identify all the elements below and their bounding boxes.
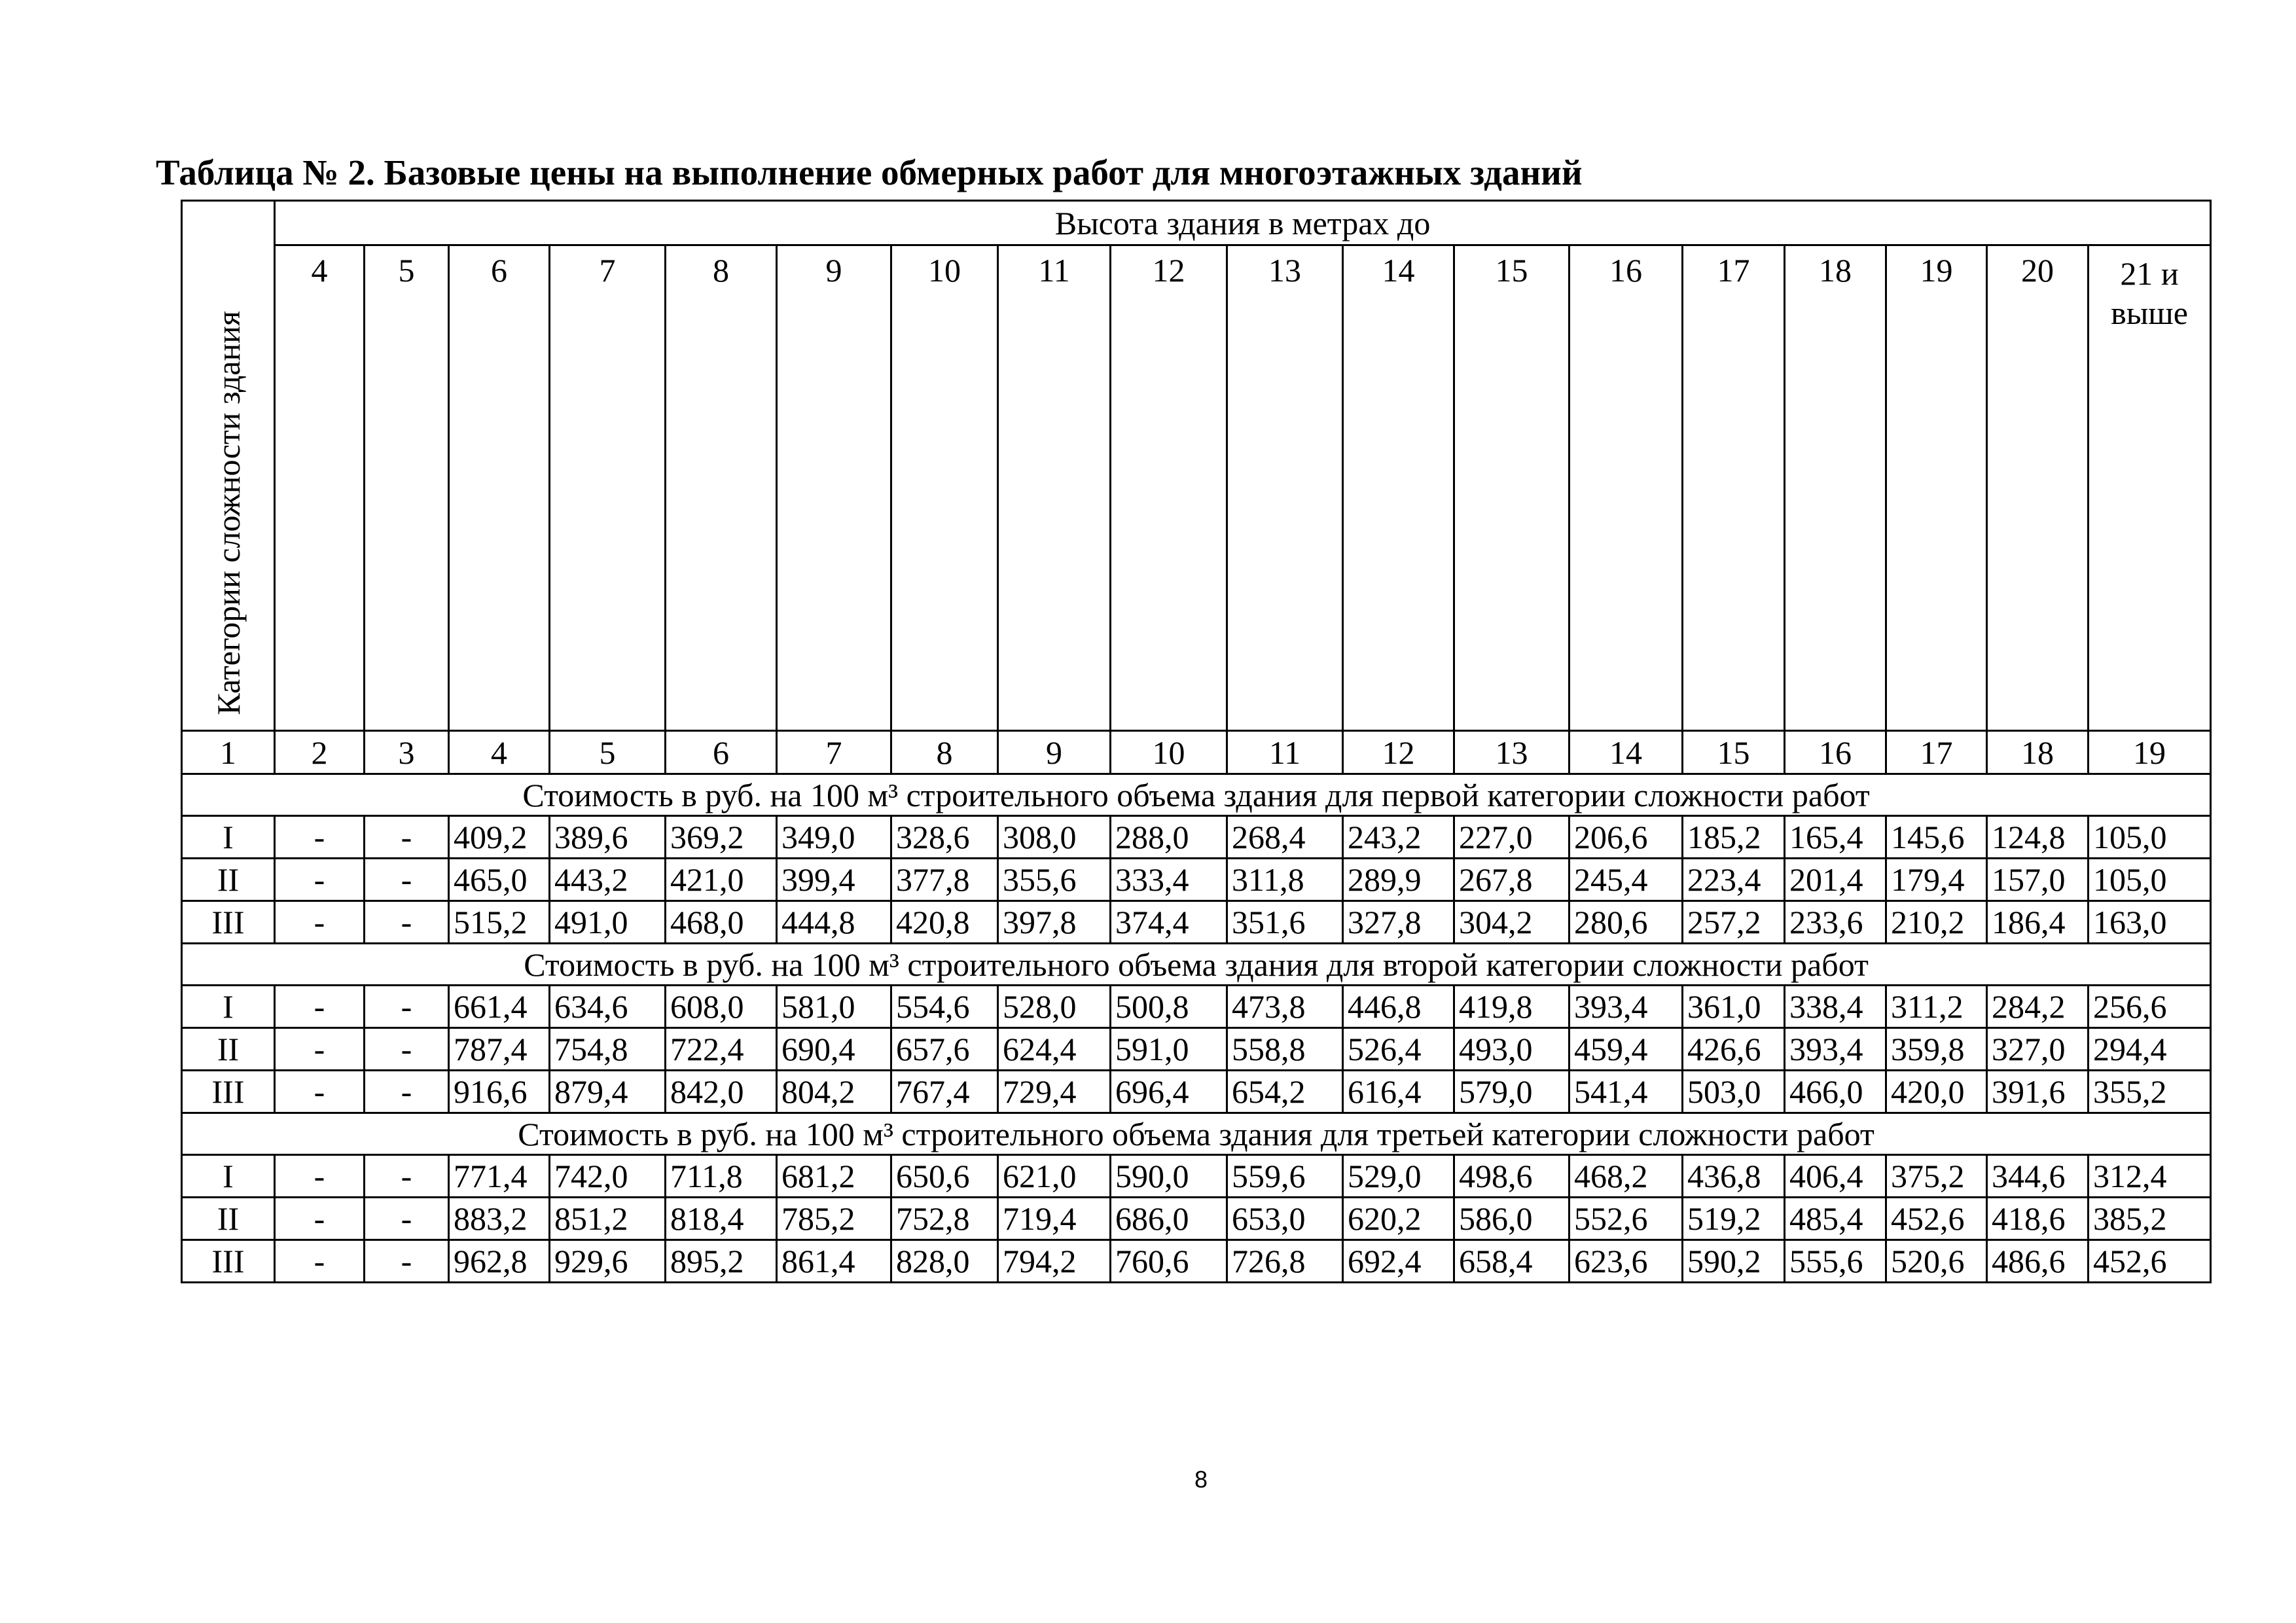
price-cell: 163,0	[2089, 901, 2211, 944]
price-cell: 690,4	[777, 1028, 891, 1071]
empty-price-cell: -	[365, 1155, 449, 1198]
price-cell: 590,2	[1683, 1240, 1785, 1283]
price-cell: 355,2	[2089, 1071, 2211, 1113]
price-cell: 355,6	[998, 859, 1111, 901]
price-cell: 304,2	[1454, 901, 1570, 944]
section-title: Стоимость в руб. на 100 м³ строительного объема здания для второй категории сложности работ	[182, 944, 2211, 986]
column-number: 3	[365, 731, 449, 774]
price-cell: 257,2	[1683, 901, 1785, 944]
price-cell: 528,0	[998, 986, 1111, 1028]
price-cell: 294,4	[2089, 1028, 2211, 1071]
price-cell: 586,0	[1454, 1198, 1570, 1240]
category-header-label: Категории сложности здания	[209, 311, 247, 715]
price-cell: 692,4	[1343, 1240, 1454, 1283]
empty-price-cell: -	[365, 986, 449, 1028]
height-value: 8	[666, 245, 777, 731]
header-row	[182, 201, 2211, 245]
price-cell: 851,2	[550, 1198, 666, 1240]
price-cell: 465,0	[449, 859, 550, 901]
price-cell: 929,6	[550, 1240, 666, 1283]
height-value: 19	[1886, 245, 1987, 731]
price-cell: 787,4	[449, 1028, 550, 1071]
column-number: 17	[1886, 731, 1987, 774]
empty-price-cell: -	[275, 901, 365, 944]
price-cell: 879,4	[550, 1071, 666, 1113]
price-cell: 393,4	[1785, 1028, 1886, 1071]
column-number: 10	[1111, 731, 1227, 774]
column-number: 14	[1570, 731, 1683, 774]
price-cell: 559,6	[1227, 1155, 1343, 1198]
price-cell: 661,4	[449, 986, 550, 1028]
price-cell: 393,4	[1570, 986, 1683, 1028]
column-number: 7	[777, 731, 891, 774]
price-cell: 436,8	[1683, 1155, 1785, 1198]
price-cell: 519,2	[1683, 1198, 1785, 1240]
price-cell: 771,4	[449, 1155, 550, 1198]
price-cell: 145,6	[1886, 816, 1987, 859]
table-row	[182, 1240, 2211, 1283]
empty-price-cell: -	[365, 859, 449, 901]
height-value: 17	[1683, 245, 1785, 731]
category-cell: I	[182, 986, 275, 1028]
price-cell: 446,8	[1343, 986, 1454, 1028]
price-cell: 210,2	[1886, 901, 1987, 944]
column-number: 9	[998, 731, 1111, 774]
price-cell: 486,6	[1987, 1240, 2089, 1283]
price-cell: 657,6	[891, 1028, 998, 1071]
price-cell: 861,4	[777, 1240, 891, 1283]
page-number: 8	[1194, 1466, 1208, 1493]
price-cell: 406,4	[1785, 1155, 1886, 1198]
price-cell: 338,4	[1785, 986, 1886, 1028]
price-cell: 124,8	[1987, 816, 2089, 859]
empty-price-cell: -	[365, 816, 449, 859]
price-cell: 185,2	[1683, 816, 1785, 859]
price-cell: 590,0	[1111, 1155, 1227, 1198]
price-cell: 842,0	[666, 1071, 777, 1113]
column-number: 6	[666, 731, 777, 774]
price-cell: 579,0	[1454, 1071, 1570, 1113]
price-cell: 473,8	[1227, 986, 1343, 1028]
category-cell: I	[182, 1155, 275, 1198]
height-value: 10	[891, 245, 998, 731]
price-cell: 804,2	[777, 1071, 891, 1113]
price-cell: 696,4	[1111, 1071, 1227, 1113]
price-table	[181, 200, 2212, 1283]
column-number: 1	[182, 731, 275, 774]
price-cell: 418,6	[1987, 1198, 2089, 1240]
price-cell: 555,6	[1785, 1240, 1886, 1283]
price-cell: 245,4	[1570, 859, 1683, 901]
price-cell: 726,8	[1227, 1240, 1343, 1283]
price-cell: 349,0	[777, 816, 891, 859]
price-cell: 459,4	[1570, 1028, 1683, 1071]
table-row	[182, 1071, 2211, 1113]
price-cell: 421,0	[666, 859, 777, 901]
category-cell: III	[182, 1071, 275, 1113]
height-value: 14	[1343, 245, 1454, 731]
price-cell: 201,4	[1785, 859, 1886, 901]
price-cell: 389,6	[550, 816, 666, 859]
height-value: 4	[275, 245, 365, 731]
column-numbers-row	[182, 731, 2211, 774]
height-value: 5	[365, 245, 449, 731]
column-number: 13	[1454, 731, 1570, 774]
price-cell: 742,0	[550, 1155, 666, 1198]
price-cell: 794,2	[998, 1240, 1111, 1283]
price-cell: 581,0	[777, 986, 891, 1028]
price-cell: 420,8	[891, 901, 998, 944]
price-cell: 105,0	[2089, 859, 2211, 901]
price-cell: 369,2	[666, 816, 777, 859]
price-cell: 233,6	[1785, 901, 1886, 944]
price-cell: 818,4	[666, 1198, 777, 1240]
section-title: Стоимость в руб. на 100 м³ строительного объема здания для первой категории сложности работ	[182, 774, 2211, 816]
height-value: 9	[777, 245, 891, 731]
price-cell: 452,6	[1886, 1198, 1987, 1240]
price-cell: 374,4	[1111, 901, 1227, 944]
table-row	[182, 986, 2211, 1028]
price-cell: 280,6	[1570, 901, 1683, 944]
empty-price-cell: -	[275, 1071, 365, 1113]
column-number: 18	[1987, 731, 2089, 774]
height-value: 7	[550, 245, 666, 731]
price-cell: 186,4	[1987, 901, 2089, 944]
category-cell: II	[182, 859, 275, 901]
category-cell: II	[182, 1028, 275, 1071]
price-cell: 311,2	[1886, 986, 1987, 1028]
price-cell: 552,6	[1570, 1198, 1683, 1240]
price-cell: 653,0	[1227, 1198, 1343, 1240]
height-value: 18	[1785, 245, 1886, 731]
heights-row	[182, 245, 2211, 731]
empty-price-cell: -	[275, 1028, 365, 1071]
price-cell: 541,4	[1570, 1071, 1683, 1113]
empty-price-cell: -	[275, 1198, 365, 1240]
price-cell: 397,8	[998, 901, 1111, 944]
height-value: 21 и выше	[2089, 245, 2211, 731]
empty-price-cell: -	[275, 1240, 365, 1283]
section-header-row	[182, 1113, 2211, 1155]
table-row	[182, 1155, 2211, 1198]
price-cell: 289,9	[1343, 859, 1454, 901]
price-cell: 256,6	[2089, 986, 2211, 1028]
empty-price-cell: -	[365, 1028, 449, 1071]
price-cell: 333,4	[1111, 859, 1227, 901]
column-number: 5	[550, 731, 666, 774]
table-row	[182, 1198, 2211, 1240]
price-cell: 883,2	[449, 1198, 550, 1240]
price-cell: 526,4	[1343, 1028, 1454, 1071]
price-cell: 785,2	[777, 1198, 891, 1240]
section-header-row	[182, 944, 2211, 986]
price-cell: 399,4	[777, 859, 891, 901]
category-cell: III	[182, 901, 275, 944]
page-title: Таблица № 2. Базовые цены на выполнение обмерных работ для многоэтажных зданий	[156, 152, 1583, 192]
column-number: 16	[1785, 731, 1886, 774]
empty-price-cell: -	[365, 1240, 449, 1283]
price-cell: 491,0	[550, 901, 666, 944]
price-cell: 500,8	[1111, 986, 1227, 1028]
price-cell: 962,8	[449, 1240, 550, 1283]
price-cell: 361,0	[1683, 986, 1785, 1028]
price-cell: 515,2	[449, 901, 550, 944]
empty-price-cell: -	[275, 986, 365, 1028]
price-cell: 621,0	[998, 1155, 1111, 1198]
price-cell: 468,0	[666, 901, 777, 944]
price-cell: 493,0	[1454, 1028, 1570, 1071]
price-cell: 391,6	[1987, 1071, 2089, 1113]
category-cell: III	[182, 1240, 275, 1283]
price-cell: 719,4	[998, 1198, 1111, 1240]
height-value: 15	[1454, 245, 1570, 731]
table-row	[182, 859, 2211, 901]
price-cell: 498,6	[1454, 1155, 1570, 1198]
price-cell: 620,2	[1343, 1198, 1454, 1240]
price-cell: 591,0	[1111, 1028, 1227, 1071]
price-cell: 558,8	[1227, 1028, 1343, 1071]
price-cell: 328,6	[891, 816, 998, 859]
empty-price-cell: -	[275, 859, 365, 901]
empty-price-cell: -	[365, 1071, 449, 1113]
price-cell: 452,6	[2089, 1240, 2211, 1283]
price-cell: 654,2	[1227, 1071, 1343, 1113]
price-cell: 916,6	[449, 1071, 550, 1113]
price-cell: 554,6	[891, 986, 998, 1028]
price-cell: 223,4	[1683, 859, 1785, 901]
price-cell: 420,0	[1886, 1071, 1987, 1113]
section-title: Стоимость в руб. на 100 м³ строительного объема здания для третьей категории сложности работ	[182, 1113, 2211, 1155]
empty-price-cell: -	[275, 816, 365, 859]
price-cell: 711,8	[666, 1155, 777, 1198]
price-cell: 351,6	[1227, 901, 1343, 944]
category-cell: II	[182, 1198, 275, 1240]
price-cell: 327,0	[1987, 1028, 2089, 1071]
price-cell: 503,0	[1683, 1071, 1785, 1113]
price-cell: 608,0	[666, 986, 777, 1028]
price-cell: 267,8	[1454, 859, 1570, 901]
height-value: 13	[1227, 245, 1343, 731]
empty-price-cell: -	[365, 901, 449, 944]
price-cell: 529,0	[1343, 1155, 1454, 1198]
price-cell: 375,2	[1886, 1155, 1987, 1198]
table-row	[182, 1028, 2211, 1071]
height-value: 16	[1570, 245, 1683, 731]
price-cell: 444,8	[777, 901, 891, 944]
price-cell: 268,4	[1227, 816, 1343, 859]
price-cell: 650,6	[891, 1155, 998, 1198]
height-header-label: Высота здания в метрах до	[275, 201, 2211, 245]
height-value: 11	[998, 245, 1111, 731]
empty-price-cell: -	[365, 1198, 449, 1240]
price-cell: 385,2	[2089, 1198, 2211, 1240]
price-cell: 658,4	[1454, 1240, 1570, 1283]
price-cell: 179,4	[1886, 859, 1987, 901]
category-header-cell	[182, 201, 275, 731]
section-header-row	[182, 774, 2211, 816]
column-number: 2	[275, 731, 365, 774]
empty-price-cell: -	[275, 1155, 365, 1198]
table-row	[182, 901, 2211, 944]
price-cell: 157,0	[1987, 859, 2089, 901]
column-number: 12	[1343, 731, 1454, 774]
price-cell: 284,2	[1987, 986, 2089, 1028]
column-number: 8	[891, 731, 998, 774]
table-row	[182, 816, 2211, 859]
price-cell: 344,6	[1987, 1155, 2089, 1198]
column-number: 19	[2089, 731, 2211, 774]
price-cell: 409,2	[449, 816, 550, 859]
column-number: 11	[1227, 731, 1343, 774]
price-cell: 754,8	[550, 1028, 666, 1071]
price-cell: 895,2	[666, 1240, 777, 1283]
price-cell: 520,6	[1886, 1240, 1987, 1283]
price-cell: 485,4	[1785, 1198, 1886, 1240]
price-cell: 681,2	[777, 1155, 891, 1198]
price-cell: 312,4	[2089, 1155, 2211, 1198]
price-cell: 227,0	[1454, 816, 1570, 859]
column-number: 15	[1683, 731, 1785, 774]
price-cell: 311,8	[1227, 859, 1343, 901]
price-cell: 828,0	[891, 1240, 998, 1283]
column-number: 4	[449, 731, 550, 774]
price-cell: 359,8	[1886, 1028, 1987, 1071]
price-cell: 623,6	[1570, 1240, 1683, 1283]
price-cell: 443,2	[550, 859, 666, 901]
height-value: 6	[449, 245, 550, 731]
price-cell: 288,0	[1111, 816, 1227, 859]
price-cell: 308,0	[998, 816, 1111, 859]
price-cell: 616,4	[1343, 1071, 1454, 1113]
price-cell: 752,8	[891, 1198, 998, 1240]
category-cell: I	[182, 816, 275, 859]
price-cell: 624,4	[998, 1028, 1111, 1071]
price-cell: 722,4	[666, 1028, 777, 1071]
price-cell: 243,2	[1343, 816, 1454, 859]
height-value: 12	[1111, 245, 1227, 731]
price-cell: 327,8	[1343, 901, 1454, 944]
price-cell: 466,0	[1785, 1071, 1886, 1113]
price-cell: 468,2	[1570, 1155, 1683, 1198]
price-cell: 419,8	[1454, 986, 1570, 1028]
price-cell: 634,6	[550, 986, 666, 1028]
price-cell: 760,6	[1111, 1240, 1227, 1283]
price-cell: 105,0	[2089, 816, 2211, 859]
price-cell: 206,6	[1570, 816, 1683, 859]
price-cell: 165,4	[1785, 816, 1886, 859]
price-cell: 426,6	[1683, 1028, 1785, 1071]
price-cell: 377,8	[891, 859, 998, 901]
price-cell: 767,4	[891, 1071, 998, 1113]
price-cell: 686,0	[1111, 1198, 1227, 1240]
height-value: 20	[1987, 245, 2089, 731]
price-cell: 729,4	[998, 1071, 1111, 1113]
